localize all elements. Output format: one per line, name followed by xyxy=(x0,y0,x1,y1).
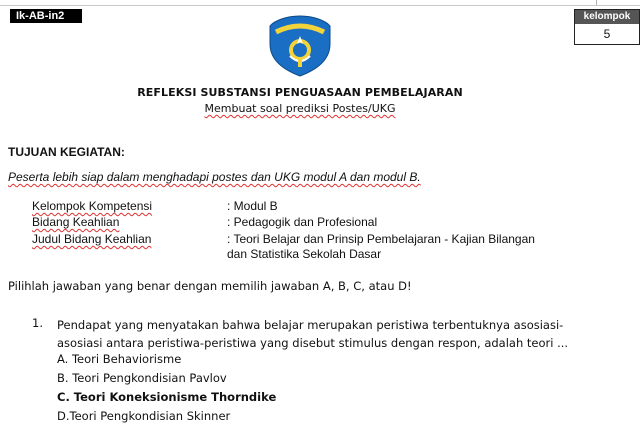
info-label-kelompok-kompetensi: Kelompok Kompetensi xyxy=(32,199,153,213)
option-c: C. Teori Koneksionisme Thorndike xyxy=(57,390,277,404)
question-text: Pendapat yang menyatakan bahwa belajar merupakan peristiwa terbentuknya asosiasi-asosiasi antara peristiwa-peristiwa yang disebut stimulus dengan respon, adalah teori ... xyxy=(57,318,569,350)
info-label-judul-bidang-keahlian: Judul Bidang Keahlian xyxy=(32,232,152,246)
info-value-judul-bidang-keahlian: : Teori Belajar dan Prinsip Pembelajaran - Kajian Bilangan dan Statistika Sekolah Dasar xyxy=(227,232,535,261)
option-d: D.Teori Pengkondisian Skinner xyxy=(57,409,231,423)
info-label-bidang-keahlian: Bidang Keahlian xyxy=(32,215,120,229)
kelompok-label: kelompok xyxy=(575,10,639,24)
instruction-text: Pilihlah jawaban yang benar dengan memilih jawaban A, B, C, atau D! xyxy=(8,279,412,293)
goal-text: Peserta lebih siap dalam menghadapi postes dan UKG modul A dan modul B. xyxy=(8,170,421,184)
goal-heading: TUJUAN KEGIATAN: xyxy=(8,145,125,159)
question-number: 1. xyxy=(32,316,43,330)
document-subtitle: Membuat soal prediksi Postes/UKG xyxy=(204,102,396,115)
option-a: A. Teori Behaviorisme xyxy=(57,352,182,366)
info-value-kelompok-kompetensi: : Modul B xyxy=(227,199,278,213)
document-code-label: Ik-AB-in2 xyxy=(10,9,82,23)
kelompok-value: 5 xyxy=(603,27,611,41)
info-value-bidang-keahlian: : Pedagogik dan Profesional xyxy=(227,215,378,229)
page-top-border xyxy=(0,5,640,6)
document-title: REFLEKSI SUBSTANSI PENGUASAAN PEMBELAJARAN xyxy=(137,86,463,99)
option-b: B. Teori Pengkondisian Pavlov xyxy=(57,371,227,385)
ruler-tick xyxy=(596,0,597,5)
kelompok-box xyxy=(574,9,640,45)
tut-wuri-handayani-emblem-icon xyxy=(264,14,336,78)
